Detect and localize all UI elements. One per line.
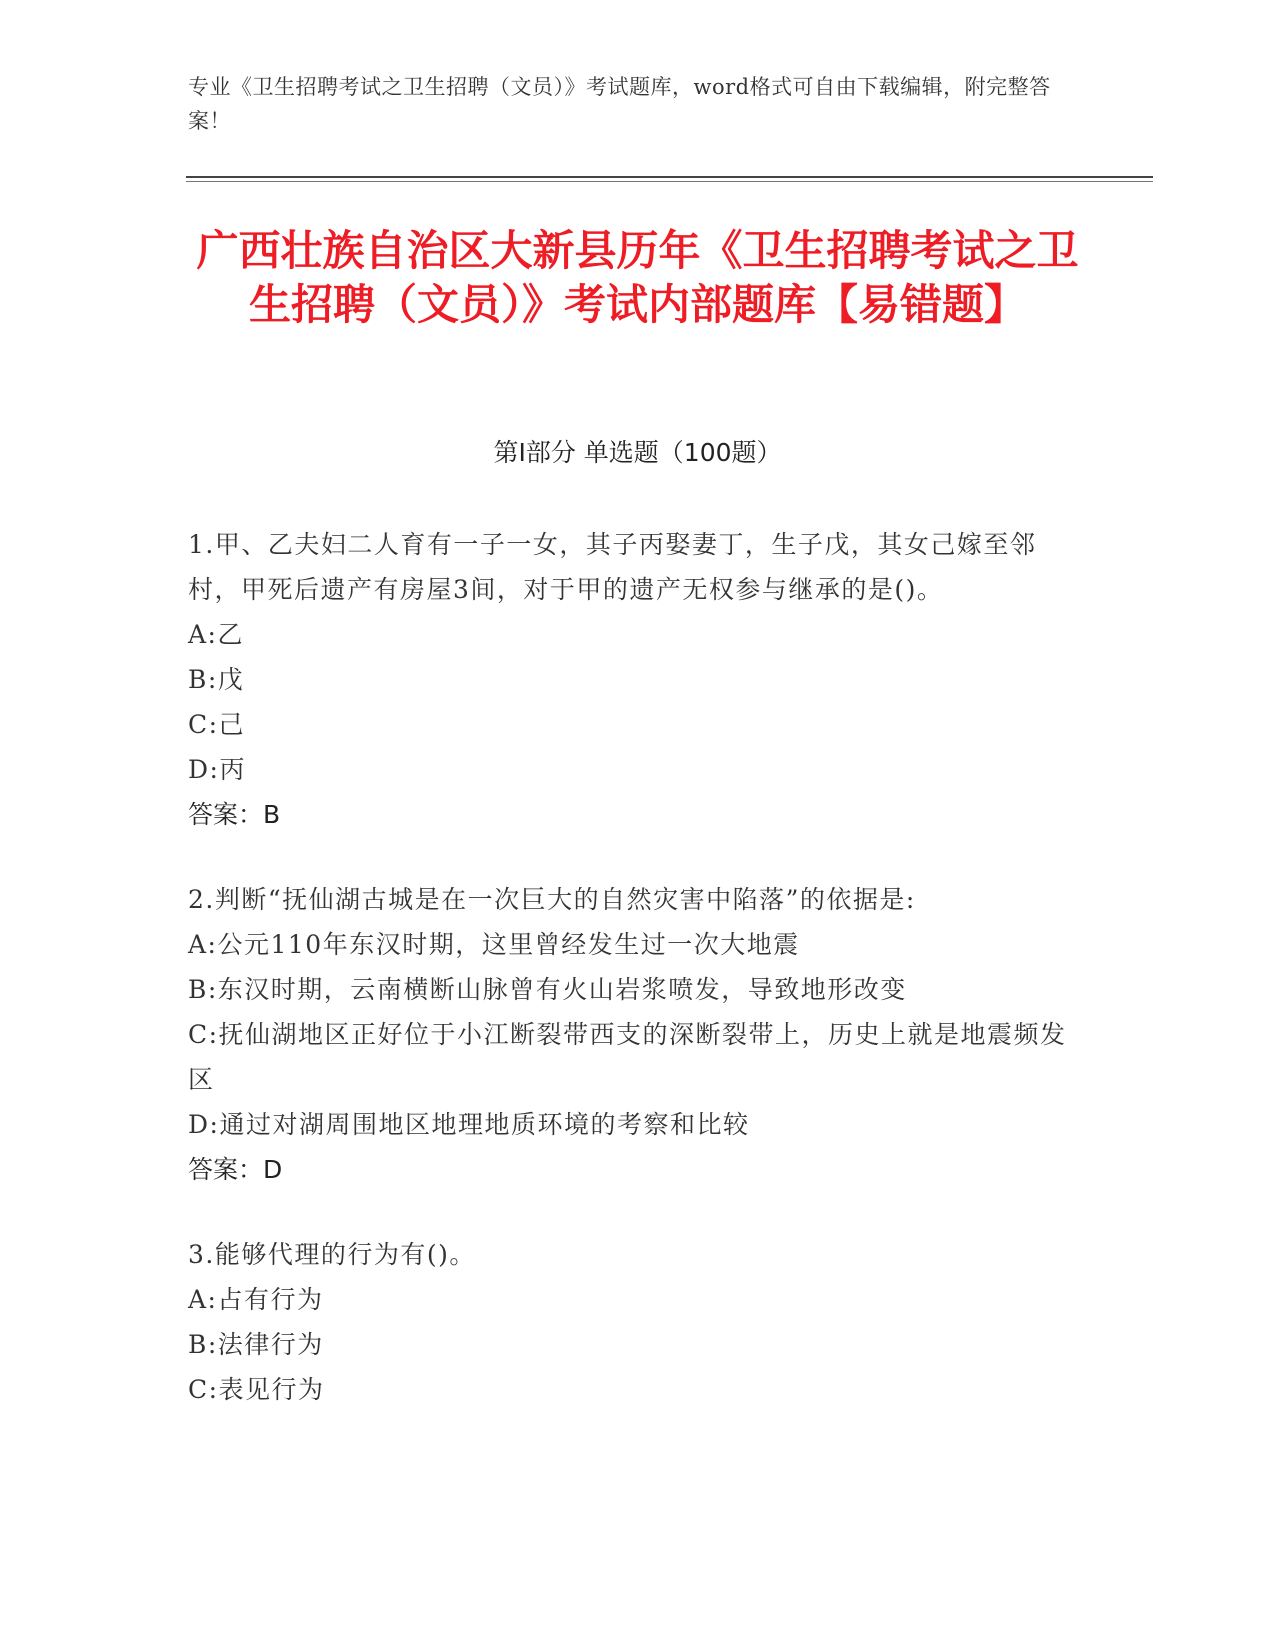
question-stem: 1.甲、乙夫妇二人育有一子一女，其子丙娶妻丁，生子戊，其女己嫁至邻村，甲死后遗产有房屋3间，对于甲的遗产无权参与继承的是()。: [188, 530, 1037, 604]
option-d: D:通过对湖周围地区地理地质环境的考察和比较: [188, 1110, 750, 1139]
option-a: A:乙: [188, 620, 244, 649]
header-divider-thin: [186, 181, 1153, 182]
option-b: B:戊: [188, 665, 245, 694]
answer-line: 答案：B: [188, 800, 281, 829]
question-2: [188, 877, 1068, 1192]
header-divider: [186, 176, 1153, 178]
option-a: A:公元110年东汉时期，这里曾经发生过一次大地震: [188, 930, 800, 959]
answer-line: 答案：D: [188, 1155, 283, 1184]
question-stem: 3.能够代理的行为有()。: [188, 1240, 476, 1269]
option-c: C:表见行为: [188, 1375, 325, 1404]
option-a: A:占有行为: [188, 1285, 324, 1314]
question-list: [188, 522, 1068, 1452]
header-note: 专业《卫生招聘考试之卫生招聘（文员）》考试题库，word格式可自由下载编辑，附完整答案！: [188, 75, 1051, 133]
question-1: [188, 522, 1068, 837]
option-c: C:己: [188, 710, 246, 739]
document-title: 广西壮族自治区大新县历年《卫生招聘考试之卫生招聘（文员）》考试内部题库【易错题】: [196, 226, 1079, 329]
option-c: C:抚仙湖地区正好位于小江断裂带西支的深断裂带上，历史上就是地震频发区: [188, 1020, 1067, 1094]
section-title: 第I部分 单选题（100题）: [493, 438, 782, 467]
question-stem: 2.判断“抚仙湖古城是在一次巨大的自然灾害中陷落”的依据是:: [188, 885, 916, 914]
question-3: [188, 1232, 1068, 1412]
option-b: B:东汉时期，云南横断山脉曾有火山岩浆喷发，导致地形改变: [188, 975, 907, 1004]
option-d: D:丙: [188, 755, 246, 784]
option-b: B:法律行为: [188, 1330, 324, 1359]
